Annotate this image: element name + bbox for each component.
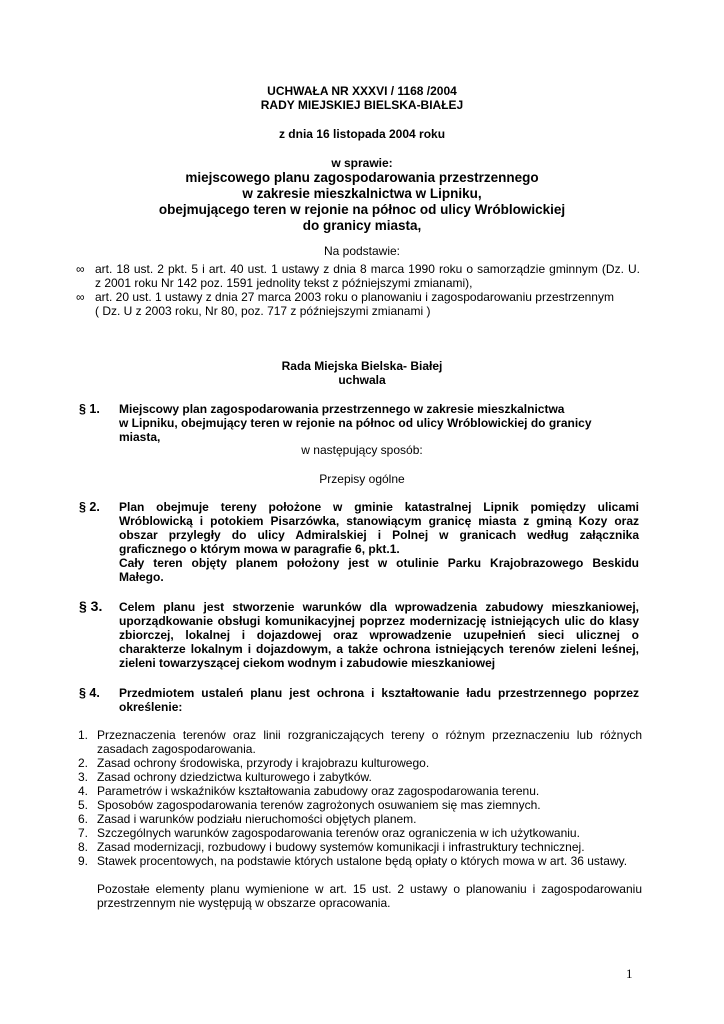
list-item: Szczególnych warunków zagospodarowania terenów oraz ograniczenia w ich użytkowaniu. xyxy=(97,826,580,840)
basis-item-1 xyxy=(95,262,640,290)
infinity-bullet-icon: ∞ xyxy=(76,262,85,276)
list-item: Parametrów i wskaźników kształtowania zabudowy oraz zagospodarowania terenu. xyxy=(97,784,540,798)
council-decides: uchwala xyxy=(338,373,386,387)
list-item: Zasad ochrony środowiska, przyrody i krajobrazu kulturowego. xyxy=(97,756,430,770)
section-3-line: charakterze lokalnym i dojazdowym, a także ochrona istniejących terenów zieleni leśnej, xyxy=(119,642,639,656)
list-item-line: zasadach zagospodarowania. xyxy=(97,742,256,756)
section-1-number: § 1. xyxy=(79,402,100,416)
list-item-number: 9. xyxy=(78,854,89,868)
section-2-number: § 2. xyxy=(79,500,100,514)
section-4-line: Przedmiotem ustaleń planu jest ochrona i kształtowanie ładu przestrzennego poprzez xyxy=(119,686,639,700)
list-item-line: Przeznaczenia terenów oraz linii rozgraniczających tereny o różnym przeznaczeniu lub różnych xyxy=(97,728,642,742)
list-item-number: 5. xyxy=(78,798,89,812)
section-1-text xyxy=(119,402,639,444)
list-item-number: 3. xyxy=(78,770,89,784)
council-name: RADY MIEJSKIEJ BIELSKA-BIAŁEJ xyxy=(260,98,464,112)
section-1-line: Miejscowy plan zagospodarowania przestrzennego w zakresie mieszkalnictwa xyxy=(119,402,565,416)
w-sprawie-label: w sprawie: xyxy=(331,156,393,170)
page-number: 1 xyxy=(626,966,633,981)
closing-line: przestrzennym nie występują w obszarze opracowania. xyxy=(97,896,391,910)
section-1-line: w Lipniku, obejmujący teren w rejonie na północ od ulicy Wróblowickiej do granicy xyxy=(119,416,592,430)
list-item: Zasad modernizacji, rozbudowy i budowy systemów komunikacji i infrastruktury technicznej. xyxy=(97,840,585,854)
following-manner: w następujący sposób: xyxy=(301,443,423,457)
section-3-line: Celem planu jest stworzenie warunków dla wprowadzenia zabudowy mieszkaniowej, xyxy=(119,600,639,614)
basis-item-1-line-2: z 2001 roku Nr 142 poz. 1591 jednolity tekst z późniejszymi zmianami), xyxy=(95,276,473,290)
list-item-number: 8. xyxy=(78,840,89,854)
section-2-text xyxy=(119,500,639,584)
section-4-number: § 4. xyxy=(79,686,100,700)
section-2-line: obszar przyległy do ulicy Admiralskiej i Polnej w granicach według załącznika xyxy=(119,528,639,542)
section-4-line: określenie: xyxy=(119,700,183,714)
subject-line-1: miejscowego planu zagospodarowania przestrzennego xyxy=(185,170,539,185)
section-2-line: Wróblowicką i potokiem Pisarzówka, stanowiącym granicę miasta z gminą Kozy oraz xyxy=(119,514,639,528)
basis-item-2-line-1: art. 20 ust. 1 ustawy z dnia 27 marca 2003 roku o planowaniu i zagospodarowaniu przestrzennym xyxy=(95,290,614,304)
general-provisions-heading: Przepisy ogólne xyxy=(319,472,405,486)
list-item: Sposobów zagospodarowania terenów zagrożonych osuwaniem się mas ziemnych. xyxy=(97,798,541,812)
resolution-number: UCHWAŁA NR XXXVI / 1168 /2004 xyxy=(267,84,457,98)
section-2-line: graficznego o którym mowa w paragrafie 6, pkt.1. xyxy=(119,542,400,556)
section-2-line: Plan obejmuje tereny położone w gminie katastralnej Lipnik pomiędzy ulicami xyxy=(119,500,639,514)
list-item-number: 7. xyxy=(78,826,89,840)
list-item-number: 6. xyxy=(78,812,89,826)
section-3-text xyxy=(119,600,639,670)
subject-line-4: do granicy miasta, xyxy=(302,218,422,233)
basis-item-2-line-2: ( Dz. U z 2003 roku, Nr 80, poz. 717 z późniejszymi zmianami ) xyxy=(95,304,431,318)
list-item: Zasad ochrony dziedzictwa kulturowego i zabytków. xyxy=(97,770,372,784)
list-item xyxy=(97,728,642,756)
list-item-number: 2. xyxy=(78,756,89,770)
section-1-line: miasta, xyxy=(119,430,161,444)
basis-item-2 xyxy=(95,290,640,318)
subject-line-3: obejmującego teren w rejonie na północ od ulicy Wróblowickiej xyxy=(158,202,566,217)
list-item-number: 4. xyxy=(78,784,89,798)
section-3-line: zbiorczej, lokalnej i dojazdowej oraz wprowadzenie uzupełnień sieci ulicznej o xyxy=(119,628,639,642)
closing-line: Pozostałe elementy planu wymienione w art. 15 ust. 2 ustawy o planowaniu i zagospodarowaniu xyxy=(97,882,642,896)
section-3-line: uporządkowanie obsługi komunikacyjnej poprzez modernizację istniejących ulic do klasy xyxy=(119,614,639,628)
section-2-line: Małego. xyxy=(119,570,164,584)
basis-item-1-line-1: art. 18 ust. 2 pkt. 5 i art. 40 ust. 1 ustawy z dnia 8 marca 1990 roku o samorządzie gminnym (Dz. U. xyxy=(95,262,640,276)
council-heading: Rada Miejska Bielska- Białej xyxy=(281,359,443,373)
list-item: Stawek procentowych, na podstawie których ustalone będą opłaty o których mowa w art. 36 ustawy. xyxy=(97,854,628,868)
list-item-number: 1. xyxy=(78,728,89,742)
section-4-text xyxy=(119,686,639,714)
section-3-number: § 3. xyxy=(79,598,103,614)
resolution-date: z dnia 16 listopada 2004 roku xyxy=(278,127,446,141)
section-3-line: zieleni towarzyszącej ciekom wodnym i zabudowie mieszkaniowej xyxy=(119,656,496,670)
infinity-bullet-icon: ∞ xyxy=(76,290,85,304)
subject-line-2: w zakresie mieszkalnictwa w Lipniku, xyxy=(242,186,482,201)
list-item: Zasad i warunków podziału nieruchomości objętych planem. xyxy=(97,812,417,826)
basis-label: Na podstawie: xyxy=(323,244,401,258)
section-2-line: Cały teren objęty planem położony jest w otulinie Parku Krajobrazowego Beskidu xyxy=(119,556,639,570)
closing-paragraph xyxy=(97,882,642,910)
